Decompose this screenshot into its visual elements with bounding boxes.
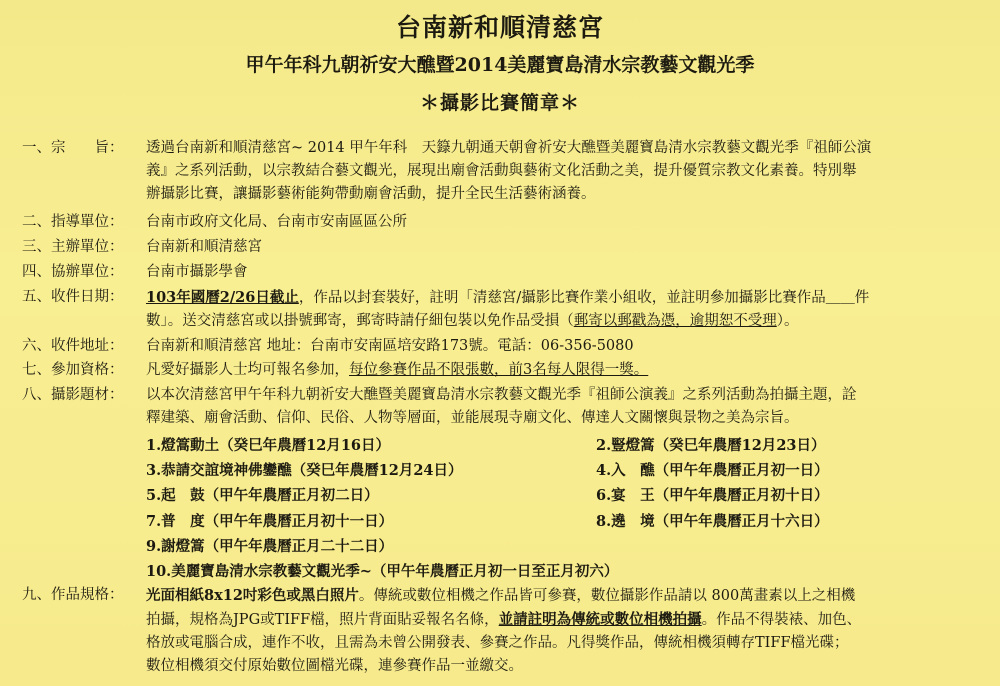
- section-label: 四、協辦單位：: [22, 264, 124, 280]
- photo-spec: 光面相紙8x12吋彩色或黑白照片: [146, 587, 359, 604]
- section-text: 格放或電腦合成，連作不收，且需為未曾公開發表、參賽之作品。凡得獎作品，傳統相機須轉存TIFF檔光碟；: [146, 635, 849, 651]
- entry-limit-note: 每位參賽作品不限張數，前3名每人限得一獎。: [349, 362, 649, 378]
- postmark-note: 郵寄以郵戳為憑，逾期恕不受理: [573, 313, 777, 329]
- event-item: 6.宴 王（甲午年農曆正月初十日）: [596, 487, 829, 504]
- section-label: 九、作品規格：: [22, 587, 124, 603]
- section-label: 三、主辦單位：: [22, 239, 124, 255]
- section-text: 台南新和順清慈宮 地址：台南市安南區培安路173號。電話：06-356-5080: [146, 338, 634, 354]
- event-item: 5.起 鼓（甲午年農曆正月初二日）: [146, 487, 379, 504]
- section-text: 辦攝影比賽，讓攝影藝術能夠帶動廟會活動，提升全民生活藝術涵養。: [146, 186, 596, 202]
- section-text: 。傳統或數位相機之作品皆可參賽，數位攝影作品請以 800萬畫素以上之相機: [358, 588, 856, 604]
- section-text: 台南市政府文化局、台南市安南區區公所: [146, 214, 407, 230]
- section-text: 數」。送交清慈宮或以掛號郵寄，郵寄時請仔細包裝以免作品受損（: [146, 313, 574, 329]
- section-text: 拍攝，規格為JPG或TIFF檔，照片背面貼妥報名名條，: [146, 612, 499, 628]
- section-text: 台南新和順清慈宮: [146, 239, 262, 255]
- section-text: 。作品不得裝裱、加色、: [701, 612, 862, 628]
- section-label: 八、攝影題材：: [22, 387, 124, 403]
- section-purpose: [22, 137, 982, 206]
- document-heading: ＊攝影比賽簡章＊: [419, 92, 580, 114]
- section-specs: [22, 584, 982, 678]
- section-text: 數位相機須交付原始數位圖檔光碟，連參賽作品一並繳交。: [146, 658, 523, 674]
- section-deadline: [22, 286, 982, 333]
- section-text: ）。: [776, 313, 799, 329]
- section-text: 以本次清慈宮甲午年科九朝祈安大醮暨美麗寶島清水宗教藝文觀光季『祖師公演義』之系列活動為拍攝主題，詮: [146, 387, 857, 403]
- event-item: 7.普 度（甲午年農曆正月初十一日）: [146, 513, 394, 530]
- camera-type-note: 並請註明為傳統或數位相機拍攝: [498, 611, 702, 628]
- document-title: 台南新和順清慈宮: [395, 13, 604, 42]
- section-advisor: [22, 211, 982, 234]
- event-item: 9.謝燈篙（甲午年農曆正月二十二日）: [146, 538, 394, 555]
- event-item: 1.燈篙動土（癸巳年農曆12月16日）: [146, 437, 390, 454]
- document-subtitle: 甲午年科九朝祈安大醮暨2014美麗寶島清水宗教藝文觀光季: [245, 54, 755, 76]
- section-label: 六、收件地址：: [22, 338, 124, 354]
- section-text: 凡愛好攝影人士均可報名參加，: [146, 362, 349, 378]
- event-item: 3.恭請交誼境神佛鑾醮（癸巳年農曆12月24日）: [146, 462, 463, 479]
- section-co-organizer: [22, 261, 982, 284]
- section-subject: [22, 384, 982, 430]
- section-text: 透過台南新和順清慈宮~ 2014 甲午年科 天籙九朝通天朝會祈安大醮暨美麗寶島清水宗教藝文觀光季『祖師公演: [146, 140, 872, 156]
- section-organizer: [22, 236, 982, 259]
- event-item: 4.入 醮（甲午年農曆正月初一日）: [596, 462, 829, 479]
- event-item: 2.豎燈篙（癸巳年農曆12月23日）: [596, 437, 826, 454]
- section-label: 五、收件日期：: [22, 289, 124, 305]
- event-item: 10.美麗寶島清水宗教藝文觀光季~（甲午年農曆正月初一日至正月初六）: [146, 563, 619, 580]
- event-item: 8.遶 境（甲午年農曆正月十六日）: [596, 513, 829, 530]
- section-address: [22, 335, 982, 358]
- section-eligibility: [22, 359, 982, 382]
- section-label: 二、指導單位：: [22, 214, 124, 230]
- section-text: 義』之系列活動，以宗教結合藝文觀光，展現出廟會活動與藝術文化活動之美，提升優質宗教文化素養。特別舉: [146, 163, 857, 179]
- section-label: 一、宗 旨：: [22, 140, 124, 156]
- section-text: 台南市攝影學會: [146, 264, 248, 280]
- deadline-date: 103年國曆2/26日截止: [146, 289, 299, 306]
- section-text: ，作品以封套裝好，註明「清慈宮/攝影比賽作業小組收，並註明參加攝影比賽作品＿＿件: [298, 290, 870, 306]
- section-label: 七、參加資格：: [22, 362, 124, 378]
- section-text: 釋建築、廟會活動、信仰、民俗、人物等層面，並能展現寺廟文化、傳達人文關懷與景物之美為宗旨。: [146, 410, 799, 426]
